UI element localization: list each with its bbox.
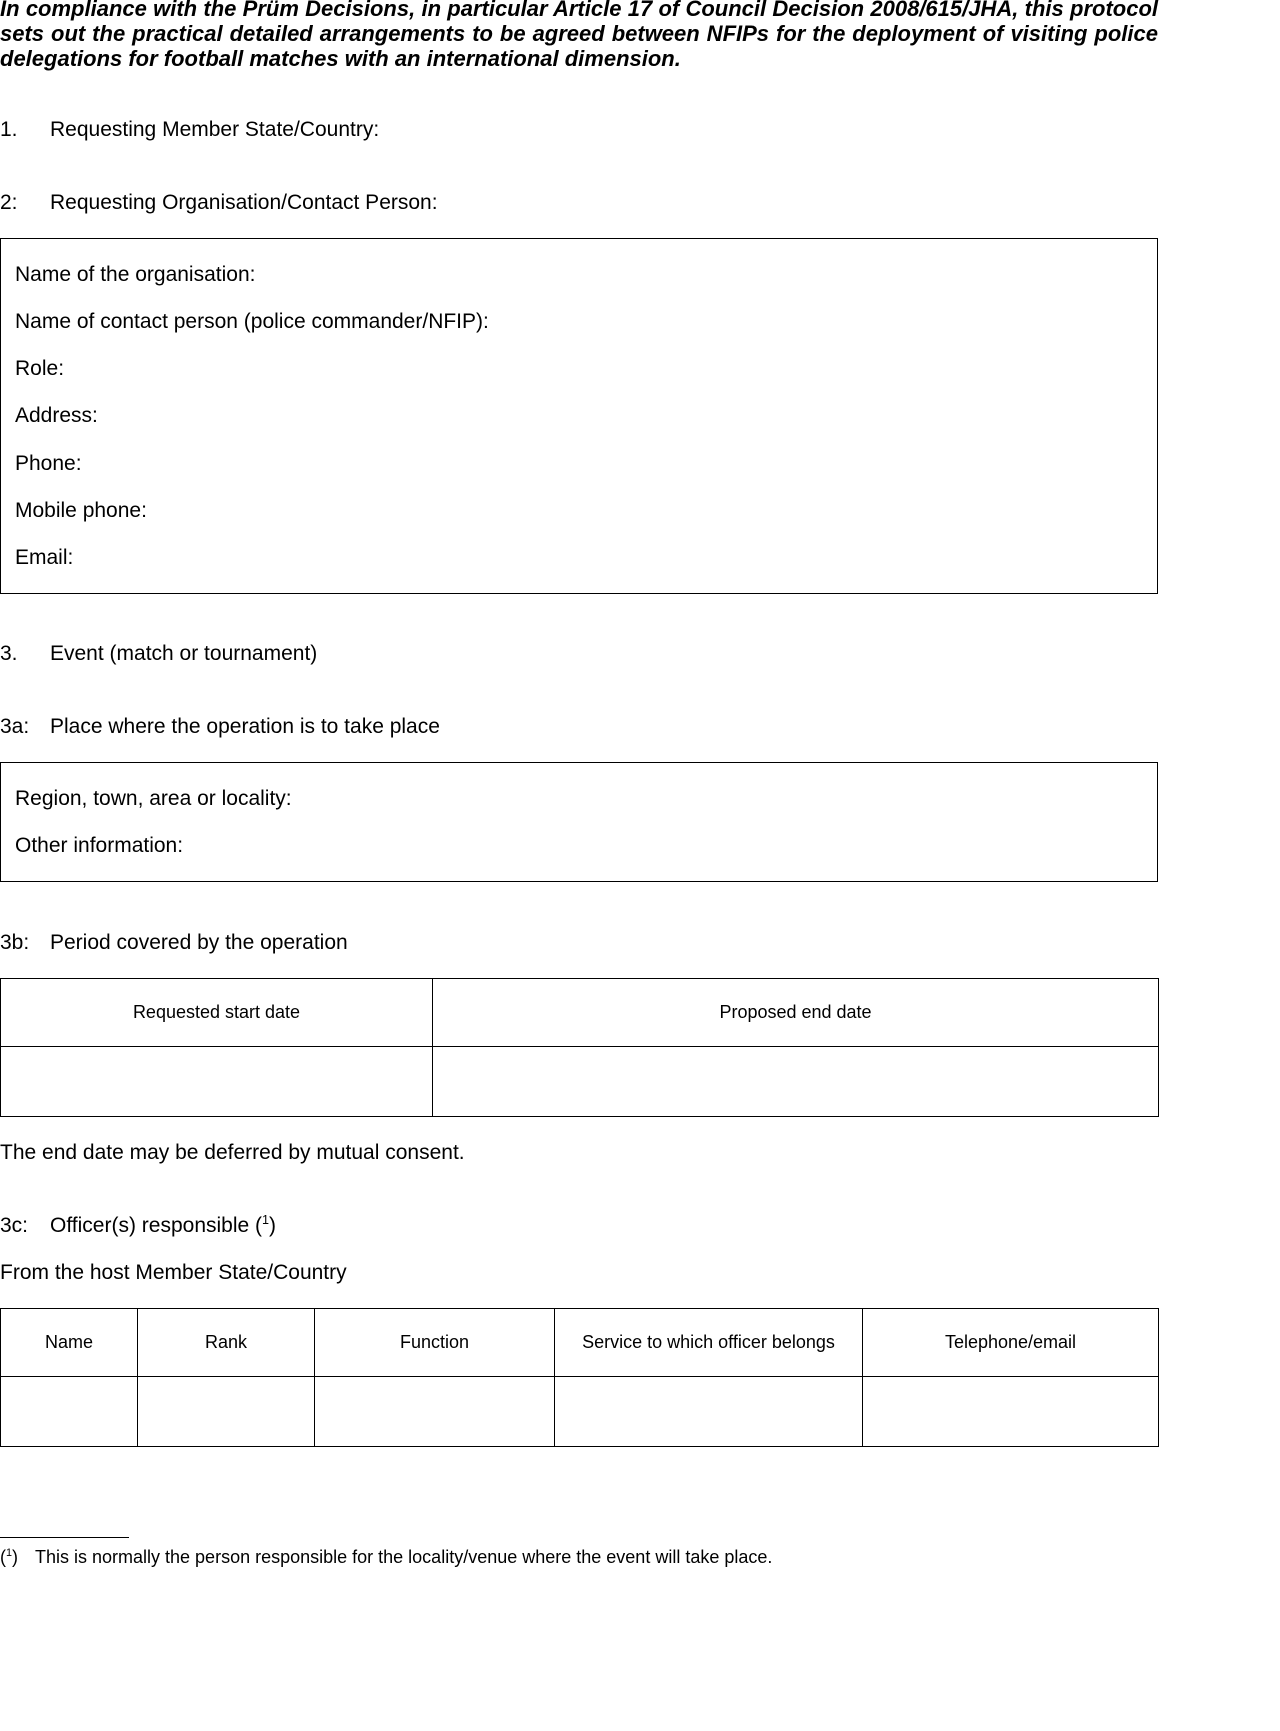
item-3	[0, 641, 317, 667]
header-proposed-end-date: Proposed end date	[433, 979, 1159, 1047]
period-entry-row	[1, 1047, 1159, 1117]
header-requested-start-date: Requested start date	[1, 979, 433, 1047]
item-2-label: Requesting Organisation/Contact Person:	[50, 191, 438, 214]
footnote-open-paren: (	[0, 1547, 6, 1567]
organisation-box	[0, 238, 1158, 594]
item-3c	[0, 1213, 276, 1239]
item-3b	[0, 930, 348, 956]
item-3a-label: Place where the operation is to take place	[50, 715, 440, 738]
header-function: Function	[315, 1309, 555, 1377]
item-3b-number: 3b:	[0, 931, 30, 954]
item-3a-number: 3a:	[0, 715, 30, 738]
item-1-number: 1.	[0, 118, 18, 141]
officer-entry-row	[1, 1377, 1159, 1447]
item-3-label: Event (match or tournament)	[50, 642, 318, 665]
footnote	[0, 1546, 772, 1568]
cell-officer-function[interactable]	[315, 1377, 555, 1447]
header-telephone-email: Telephone/email	[863, 1309, 1159, 1377]
footnote-marker	[0, 1546, 35, 1568]
field-mobile-phone: Mobile phone:	[15, 499, 147, 522]
cell-start-date[interactable]	[1, 1047, 433, 1117]
header-service: Service to which officer belongs	[555, 1309, 863, 1377]
item-3c-close: )	[269, 1214, 277, 1237]
item-3-number: 3.	[0, 642, 18, 665]
field-phone: Phone:	[15, 452, 82, 475]
item-2-number: 2:	[0, 191, 18, 214]
field-role: Role:	[15, 357, 65, 380]
field-contact-person: Name of contact person (police commander/NFIP):	[15, 310, 489, 333]
footnote-reference[interactable]: 1	[262, 1213, 270, 1227]
field-organisation-name: Name of the organisation:	[15, 263, 256, 286]
header-rank: Rank	[138, 1309, 315, 1377]
field-address: Address:	[15, 404, 98, 427]
footnote-close-paren: )	[12, 1547, 19, 1567]
cell-officer-service[interactable]	[555, 1377, 863, 1447]
item-3a	[0, 714, 440, 740]
item-3c-number: 3c:	[0, 1214, 29, 1237]
cell-officer-rank[interactable]	[138, 1377, 315, 1447]
field-region: Region, town, area or locality:	[15, 787, 292, 810]
field-email: Email:	[15, 546, 74, 569]
footnote-text: This is normally the person responsible for the locality/venue where the event will take place.	[35, 1547, 773, 1567]
period-header-row	[1, 979, 1159, 1047]
host-country-label: From the host Member State/Country	[0, 1261, 347, 1284]
footnote-separator	[0, 1537, 129, 1538]
item-3b-label: Period covered by the operation	[50, 931, 348, 954]
cell-end-date[interactable]	[433, 1047, 1159, 1117]
cell-officer-name[interactable]	[1, 1377, 138, 1447]
cell-officer-telephone-email[interactable]	[863, 1377, 1159, 1447]
item-1	[0, 117, 379, 143]
footnote-number: 1	[6, 1547, 13, 1559]
item-3c-label: Officer(s) responsible (	[50, 1214, 263, 1237]
item-2	[0, 190, 438, 216]
item-1-label: Requesting Member State/Country:	[50, 118, 380, 141]
header-name: Name	[1, 1309, 138, 1377]
place-box	[0, 762, 1158, 882]
field-other-information: Other information:	[15, 834, 184, 857]
period-table	[0, 978, 1159, 1117]
officer-header-row	[1, 1309, 1159, 1377]
intro-paragraph: In compliance with the Prüm Decisions, in particular Article 17 of Council Decision 2008/615/JHA, this protocol sets out the practical detailed arrangements to be agreed between NFIPs for the deployment of visiting police delegations for football matches with an international dimension.	[0, 0, 1158, 71]
deferral-note: The end date may be deferred by mutual consent.	[0, 1141, 465, 1164]
officer-table	[0, 1308, 1159, 1447]
